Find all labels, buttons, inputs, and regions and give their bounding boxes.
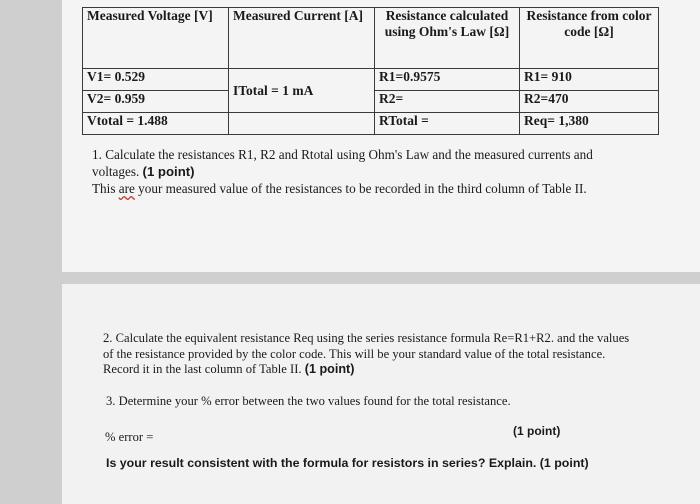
calc-resistance-cell: R2= [375, 91, 520, 113]
color-resistance-cell: Req= 1,380 [520, 113, 659, 135]
question-1-text-end: your measured value of the resistances to be recorded in the third column of Table II. [138, 181, 587, 196]
question-1-voltages: voltages. [92, 164, 140, 179]
question-1-line-3 [92, 180, 632, 197]
table-row [83, 113, 659, 135]
question-2-points: (1 point) [304, 362, 355, 376]
header-resistance-ohms-law: Resistance calculated using Ohm's Law [Ω] [375, 8, 520, 69]
percent-error-label: % error = [105, 430, 154, 444]
voltage-cell: Vtotal = 1.488 [83, 113, 229, 135]
question-4: Is your result consistent with the formula for resistors in series? Explain. (1 point) [106, 456, 589, 470]
question-1-line-1: 1. Calculate the resistances R1, R2 and Rtotal using Ohm's Law and the measured currents and [92, 147, 593, 162]
results-table [82, 7, 659, 135]
color-resistance-cell: R2=470 [520, 91, 659, 113]
question-3: 3. Determine your % error between the two values found for the total resistance. [106, 394, 511, 408]
question-2-record-text: Record it in the last column of Table II. [103, 362, 302, 376]
voltage-cell: V2= 0.959 [83, 91, 229, 113]
question-2 [103, 331, 663, 378]
calc-resistance-cell: RTotal = [375, 113, 520, 135]
question-1-text-start: This [92, 181, 116, 196]
empty-cell [229, 113, 375, 135]
question-3-points: (1 point) [513, 424, 561, 438]
question-1-points: (1 point) [142, 164, 195, 179]
question-1 [92, 146, 632, 197]
color-resistance-cell: R1= 910 [520, 69, 659, 91]
question-1-line-2 [92, 163, 632, 180]
question-2-line-1: 2. Calculate the equivalent resistance Req using the series resistance formula Re=R1+R2. and the values [103, 331, 630, 345]
current-total-cell: ITotal = 1 mA [229, 69, 375, 113]
header-measured-current: Measured Current [A] [229, 8, 375, 69]
header-measured-voltage: Measured Voltage [V] [83, 8, 229, 69]
spellcheck-word: are [118, 181, 135, 196]
header-resistance-color-code: Resistance from color code [Ω] [520, 8, 659, 69]
table-header-row [83, 8, 659, 69]
question-2-line-2: of the resistance provided by the color code. This will be your standard value of the total resistance. [103, 346, 606, 361]
question-2-line-3 [103, 362, 663, 378]
table-row [83, 69, 659, 91]
calc-resistance-cell: R1=0.9575 [375, 69, 520, 91]
voltage-cell: V1= 0.529 [83, 69, 229, 91]
